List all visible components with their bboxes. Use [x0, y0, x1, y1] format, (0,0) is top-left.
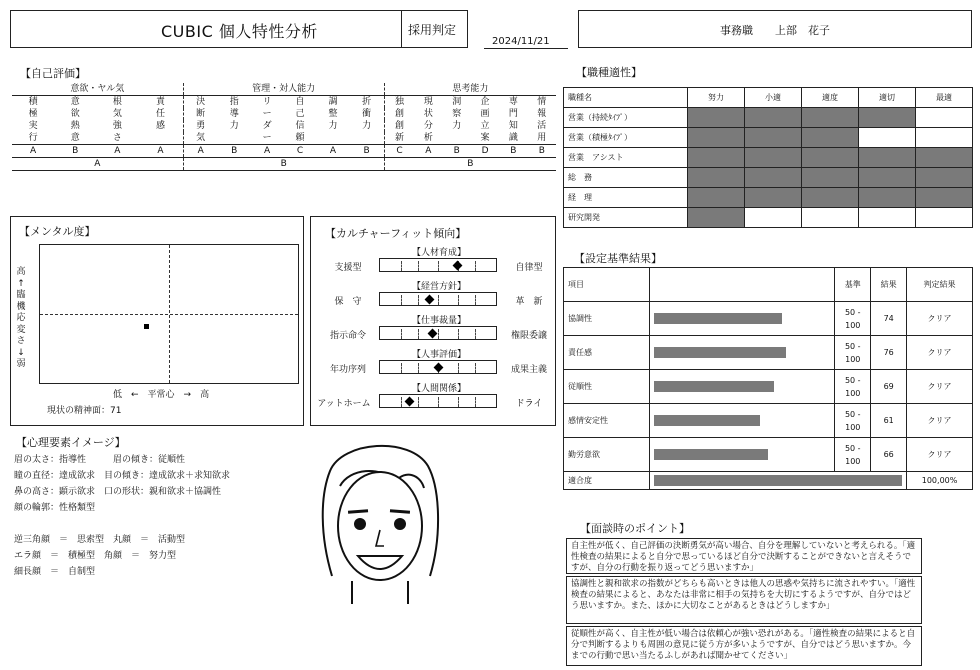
interview-note: 自主性が低く、自己評価の決断勇気が高い場合、自分を理解していないと考えられる。「適性検査の結果によると自分で思っているほど自分で決断することができないと言えそうですが、自分の行動を振り返ってどう思いますか」 — [566, 538, 922, 574]
criteria-row — [564, 336, 973, 370]
job-fit-cell — [688, 208, 745, 228]
culture-bar-tick — [475, 329, 476, 339]
criteria-table — [563, 267, 973, 490]
culture-marker — [452, 261, 462, 271]
culture-bar — [379, 292, 497, 306]
job-fit-cell — [802, 128, 859, 148]
culture-bar — [379, 326, 497, 340]
criteria-bar-cell — [649, 336, 835, 370]
self-eval-char: 知 — [508, 121, 518, 131]
self-eval-char: 折 — [349, 96, 384, 109]
job-fit-cell — [688, 128, 745, 148]
interview-note: 従順性が高く、自主性が低い場合は依頼心が強い恐れがある。「適性検査の結果によると自分で判断するよりも周囲の意見に従う方が多いようですが、自分ではどう思いますか。今までの行動で思い当たるふしがあれば聞かせてください」 — [566, 626, 922, 666]
job-fit-row — [564, 168, 973, 188]
job-fit-name: 経 理 — [564, 188, 688, 208]
job-fit-row — [564, 188, 973, 208]
job-fit-cell — [745, 188, 802, 208]
self-eval-char: 力 — [349, 120, 384, 132]
self-eval-char: 熱 — [70, 121, 80, 131]
psych-line: 鼻の高さ：顕示欲求 口の形状：親和欲求＋協調性 — [14, 487, 222, 497]
culture-bar-tick — [418, 329, 419, 339]
self-eval-grade: B — [443, 145, 471, 158]
psych-line: エラ顔 ＝ 積極型 角顔 ＝ 努力型 — [14, 551, 177, 561]
self-eval-char: 独 — [394, 97, 404, 107]
self-eval-char: 積 — [28, 97, 38, 107]
self-eval-char: 極 — [28, 109, 38, 119]
name-box — [578, 10, 972, 48]
job-fit-cell — [745, 108, 802, 128]
criteria-name: 従順性 — [564, 370, 650, 404]
culture-bar-tick — [458, 329, 459, 339]
culture-bar-tick — [418, 397, 419, 407]
culture-bar-tick — [438, 329, 439, 339]
self-eval-table — [12, 83, 556, 171]
criteria-match-bar-cell — [649, 472, 907, 490]
criteria-column-header: 項目 — [564, 268, 650, 302]
self-eval-char: 状 — [423, 109, 433, 119]
culture-bar-tick — [438, 397, 439, 407]
culture-left-label: 支援型 — [334, 263, 362, 273]
culture-bar-tick — [458, 397, 459, 407]
culture-right-label: ドライ — [515, 399, 543, 409]
self-eval-char-row — [12, 120, 556, 132]
criteria-column-header — [649, 268, 835, 302]
self-eval-char: 決 — [196, 97, 206, 107]
culture-bar-tick — [475, 397, 476, 407]
job-fit-cell — [916, 108, 973, 128]
self-eval-grade: A — [414, 145, 442, 158]
mental-y-char: さ — [16, 336, 26, 346]
culture-category: 【仕事裁量】 — [411, 316, 466, 326]
psych-lines — [14, 452, 230, 580]
self-eval-grade: A — [251, 145, 284, 158]
criteria-bar-cell — [649, 438, 835, 472]
job-fit-row — [564, 208, 973, 228]
self-eval-char: 導 — [229, 109, 239, 119]
job-fit-row — [564, 148, 973, 168]
self-eval-char: 勇 — [196, 121, 206, 131]
job-fit-cell — [859, 108, 916, 128]
self-eval-char: 実 — [28, 121, 38, 131]
culture-right-label: 成果主義 — [510, 365, 547, 375]
self-eval-group-row — [12, 83, 556, 96]
criteria-name: 感情安定性 — [564, 404, 650, 438]
hantei-label: 採用判定 — [408, 23, 457, 37]
criteria-row — [564, 370, 973, 404]
culture-marker — [424, 295, 434, 305]
job-fit-cell — [859, 168, 916, 188]
self-eval-char-row — [12, 132, 556, 145]
self-eval-char: 用 — [537, 133, 547, 143]
job-fit-name: 営業（持続ﾀｲﾌﾟ） — [564, 108, 688, 128]
self-eval-char: 析 — [423, 133, 433, 143]
self-eval-char: 力 — [328, 121, 338, 131]
self-eval-char — [218, 132, 251, 145]
culture-bar — [379, 258, 497, 272]
culture-category: 【経営方針】 — [411, 282, 466, 292]
self-eval-char: さ — [112, 133, 122, 143]
self-eval-grade-row — [12, 145, 556, 158]
culture-left-label: 指示命令 — [329, 331, 366, 341]
job-fit-cell — [916, 168, 973, 188]
job-fit-cell — [802, 188, 859, 208]
self-eval-group-name: 意欲・ヤル気 — [12, 83, 183, 96]
culture-bar-tick — [401, 363, 402, 373]
culture-bar-tick — [438, 261, 439, 271]
job-fit-cell — [802, 168, 859, 188]
job-fit-row — [564, 108, 973, 128]
self-eval-group-grade: B — [183, 158, 384, 171]
self-eval-char: 洞 — [452, 97, 462, 107]
self-eval-char — [317, 132, 350, 145]
self-eval-char: ー — [262, 109, 272, 119]
self-eval-char: 活 — [537, 121, 547, 131]
self-eval-char: 根 — [112, 97, 122, 107]
culture-panel — [310, 216, 556, 426]
psych-line: 細長顔 ＝ 自制型 — [14, 567, 96, 577]
job-fit-cell — [688, 168, 745, 188]
self-eval-char — [443, 132, 471, 145]
job-fit-name: 営業 アシスト — [564, 148, 688, 168]
title-box — [10, 10, 468, 48]
job-fit-column-header: 最適 — [916, 88, 973, 108]
job-fit-column-header: 適切 — [859, 88, 916, 108]
mental-x-axis-label: 低 ← 平常心 → 高 — [113, 390, 210, 400]
psych-line: 瞳の直径：達成欲求 目の傾き：達成欲求＋求知欲求 — [14, 471, 231, 481]
culture-heading: 【カルチャーフィット傾向】 — [325, 227, 467, 240]
job-fit-cell — [859, 208, 916, 228]
mental-plot — [39, 244, 299, 384]
mental-y-char: ↓ — [17, 347, 25, 358]
culture-bar — [379, 360, 497, 374]
mental-y-char: 機 — [16, 301, 26, 312]
criteria-judge: クリア — [907, 404, 973, 438]
self-eval-heading: 【自己評価】 — [20, 67, 86, 80]
criteria-judge: クリア — [907, 438, 973, 472]
psych-line: 眉の太さ：指導性 眉の傾き：従順性 — [14, 455, 186, 465]
self-eval-group-name: 管理・対人能力 — [183, 83, 384, 96]
self-eval-char: 気 — [196, 133, 206, 143]
self-eval-char: 整 — [328, 109, 338, 119]
criteria-column-header: 判定結果 — [907, 268, 973, 302]
mental-y-char: 臨 — [16, 290, 26, 300]
job-fit-column-header: 努力 — [688, 88, 745, 108]
culture-bar-tick — [401, 329, 402, 339]
self-eval-char: 門 — [508, 109, 518, 119]
self-eval-char: ー — [262, 133, 272, 143]
culture-marker — [434, 363, 444, 373]
culture-bar-tick — [475, 295, 476, 305]
job-fit-column-header: 職種名 — [564, 88, 688, 108]
criteria-judge: クリア — [907, 336, 973, 370]
culture-bar-tick — [418, 295, 419, 305]
date-underline — [484, 48, 568, 49]
self-eval-grade: B — [349, 145, 384, 158]
criteria-match-label: 適合度 — [564, 472, 650, 490]
criteria-result: 66 — [871, 438, 907, 472]
self-eval-char: 察 — [452, 109, 462, 119]
job-fit-name: 営業（積極ﾀｲﾌﾟ） — [564, 128, 688, 148]
job-fit-cell — [859, 188, 916, 208]
criteria-range: 50 - 100 — [835, 336, 871, 370]
self-eval-char: リ — [262, 97, 272, 107]
criteria-row — [564, 438, 973, 472]
self-eval-grade: D — [471, 145, 499, 158]
culture-right-label: 自律型 — [515, 263, 543, 273]
job-fit-cell — [916, 148, 973, 168]
criteria-name: 協調性 — [564, 302, 650, 336]
culture-left-label: 年功序列 — [329, 365, 366, 375]
self-eval-char: 識 — [508, 133, 518, 143]
job-fit-cell — [745, 148, 802, 168]
culture-category: 【人材育成】 — [411, 248, 466, 258]
job-fit-cell — [916, 208, 973, 228]
culture-bar-tick — [401, 261, 402, 271]
job-fit-heading: 【職種適性】 — [576, 66, 642, 79]
report-date: 2024/11/21 — [492, 36, 550, 47]
criteria-heading: 【設定基準結果】 — [574, 252, 662, 265]
criteria-row — [564, 404, 973, 438]
job-fit-name: 研究開発 — [564, 208, 688, 228]
self-eval-grade: B — [499, 145, 527, 158]
self-eval-grade: B — [218, 145, 251, 158]
criteria-column-header: 結果 — [871, 268, 907, 302]
self-eval-char: 分 — [423, 121, 433, 131]
mental-panel — [10, 216, 304, 426]
criteria-bar-cell — [649, 302, 835, 336]
self-eval-char — [138, 132, 183, 145]
criteria-bar-cell — [649, 404, 835, 438]
plot-horizontal-divider — [40, 314, 298, 315]
criteria-name: 責任感 — [564, 336, 650, 370]
self-eval-char-row — [12, 108, 556, 120]
culture-bar-tick — [475, 261, 476, 271]
culture-bar-tick — [418, 261, 419, 271]
mental-y-char: 弱 — [16, 359, 26, 369]
criteria-judge: クリア — [907, 302, 973, 336]
criteria-result: 74 — [871, 302, 907, 336]
self-eval-group-grade-row — [12, 158, 556, 171]
face-illustration — [300, 426, 460, 606]
culture-left-label: 保 守 — [334, 297, 362, 307]
criteria-bar — [654, 381, 774, 392]
mental-y-char: ↑ — [17, 278, 25, 289]
criteria-match-row — [564, 472, 973, 490]
psych-heading: 【心理要素イメージ】 — [16, 436, 126, 449]
self-eval-char: 信 — [295, 121, 305, 131]
criteria-header-row — [564, 268, 973, 302]
job-fit-cell — [802, 148, 859, 168]
self-eval-char — [349, 132, 384, 145]
criteria-result: 61 — [871, 404, 907, 438]
job-fit-column-header: 小適 — [745, 88, 802, 108]
criteria-range: 50 - 100 — [835, 438, 871, 472]
self-eval-char: 力 — [452, 121, 462, 131]
culture-right-label: 革 新 — [515, 297, 543, 307]
job-fit-cell — [859, 128, 916, 148]
self-eval-char: 衝 — [349, 108, 384, 120]
job-fit-column-header: 適度 — [802, 88, 859, 108]
job-fit-cell — [688, 108, 745, 128]
self-eval-grade: A — [183, 145, 218, 158]
job-fit-header-row — [564, 88, 973, 108]
self-eval-char: 創 — [394, 109, 404, 119]
criteria-bar-cell — [649, 370, 835, 404]
self-eval-char: 断 — [196, 109, 206, 119]
mental-point — [144, 324, 149, 329]
criteria-bar — [654, 449, 769, 460]
job-fit-cell — [688, 148, 745, 168]
self-eval-char: 頼 — [295, 133, 305, 143]
self-eval-char: 情 — [537, 97, 547, 107]
self-eval-char: 新 — [394, 133, 404, 143]
criteria-bar — [654, 415, 760, 426]
self-eval-char: 責 — [138, 96, 183, 109]
interview-heading: 【面談時のポイント】 — [580, 522, 690, 535]
mental-y-char: 変 — [16, 324, 26, 335]
job-and-name: 事務職 上部 花子 — [720, 24, 830, 37]
self-eval-char: 自 — [295, 97, 305, 107]
criteria-row — [564, 302, 973, 336]
job-fit-row — [564, 128, 973, 148]
self-eval-char: ダ — [262, 121, 272, 131]
criteria-result: 69 — [871, 370, 907, 404]
mental-y-axis-label — [15, 267, 27, 371]
self-eval-grade: C — [384, 145, 414, 158]
interview-note: 協調性と親和欲求の指数がどちらも高いときは他人の思惑や気持ちに流されやすい。「適性検査の結果によると、あなたは非常に相手の気持ちを大切にするようですが、自分ではどう思いますか。また、ほかに大切なことがあるときはどうしますか」 — [566, 576, 922, 624]
criteria-match-value: 100,00% — [907, 472, 973, 490]
culture-bar-tick — [438, 295, 439, 305]
self-eval-char: 気 — [112, 109, 122, 119]
psych-line — [14, 516, 230, 532]
culture-marker — [405, 397, 415, 407]
self-eval-char: 画 — [480, 109, 490, 119]
self-eval-grade: A — [96, 145, 138, 158]
job-fit-cell — [745, 168, 802, 188]
criteria-column-header: 基準 — [835, 268, 871, 302]
title-divider — [401, 11, 402, 47]
job-fit-cell — [745, 128, 802, 148]
job-fit-cell — [802, 208, 859, 228]
mental-value: 現状の精神面：71 — [47, 406, 122, 416]
self-eval-char: 感 — [138, 120, 183, 132]
self-eval-char: 立 — [480, 121, 490, 131]
culture-bar-tick — [418, 363, 419, 373]
self-eval-char: 報 — [537, 109, 547, 119]
job-fit-cell — [916, 128, 973, 148]
job-fit-cell — [859, 148, 916, 168]
culture-bar-tick — [475, 363, 476, 373]
criteria-range: 50 - 100 — [835, 370, 871, 404]
job-fit-cell — [688, 188, 745, 208]
psych-line: 逆三角顔 ＝ 思索型 丸顔 ＝ 活動型 — [14, 535, 186, 545]
self-eval-char: 己 — [295, 109, 305, 119]
culture-category: 【人間関係】 — [411, 384, 466, 394]
culture-bar-tick — [458, 363, 459, 373]
psych-line: 顔の輪郭：性格類型 — [14, 503, 96, 513]
criteria-match-bar — [654, 475, 903, 486]
self-eval-grade: B — [54, 145, 96, 158]
criteria-name: 勤労意欲 — [564, 438, 650, 472]
self-eval-grade: B — [528, 145, 556, 158]
mental-y-char: 高 — [16, 267, 26, 277]
self-eval-char: 任 — [138, 108, 183, 120]
criteria-range: 50 - 100 — [835, 404, 871, 438]
culture-marker — [428, 329, 438, 339]
job-fit-cell — [802, 108, 859, 128]
mental-heading: 【メンタル度】 — [19, 225, 96, 238]
self-eval-char: 行 — [28, 133, 38, 143]
criteria-judge: クリア — [907, 370, 973, 404]
self-eval-char: 企 — [480, 97, 490, 107]
self-eval-char-row — [12, 96, 556, 109]
self-eval-group-grade: B — [384, 158, 556, 171]
self-eval-char: 意 — [70, 97, 80, 107]
self-eval-char: 力 — [229, 121, 239, 131]
job-fit-cell — [916, 188, 973, 208]
criteria-bar — [654, 313, 783, 324]
self-eval-char: 強 — [112, 121, 122, 131]
self-eval-grade: A — [12, 145, 54, 158]
report-title: CUBIC 個人特性分析 — [161, 22, 318, 41]
self-eval-char: 現 — [423, 97, 433, 107]
job-fit-table — [563, 87, 973, 228]
self-eval-char: 欲 — [70, 109, 80, 119]
self-eval-char: 意 — [70, 133, 80, 143]
self-eval-char: 調 — [328, 97, 338, 107]
self-eval-char: 案 — [480, 133, 490, 143]
self-eval-grade: C — [284, 145, 317, 158]
culture-category: 【人事評価】 — [411, 350, 466, 360]
self-eval-grade: A — [138, 145, 183, 158]
self-eval-char: 指 — [229, 97, 239, 107]
self-eval-group-grade: A — [12, 158, 183, 171]
culture-left-label: アットホーム — [317, 399, 371, 409]
culture-bar-tick — [401, 295, 402, 305]
self-eval-char: 専 — [508, 97, 518, 107]
mental-y-char: 応 — [16, 313, 26, 323]
self-eval-char: 創 — [394, 121, 404, 131]
self-eval-group-name: 思考能力 — [384, 83, 556, 96]
criteria-result: 76 — [871, 336, 907, 370]
job-fit-cell — [745, 208, 802, 228]
criteria-bar — [654, 347, 786, 358]
culture-right-label: 権限委譲 — [510, 331, 547, 341]
culture-bar — [379, 394, 497, 408]
job-fit-name: 総 務 — [564, 168, 688, 188]
culture-bar-tick — [401, 397, 402, 407]
self-eval-grade: A — [317, 145, 350, 158]
culture-bar-tick — [458, 295, 459, 305]
criteria-range: 50 - 100 — [835, 302, 871, 336]
